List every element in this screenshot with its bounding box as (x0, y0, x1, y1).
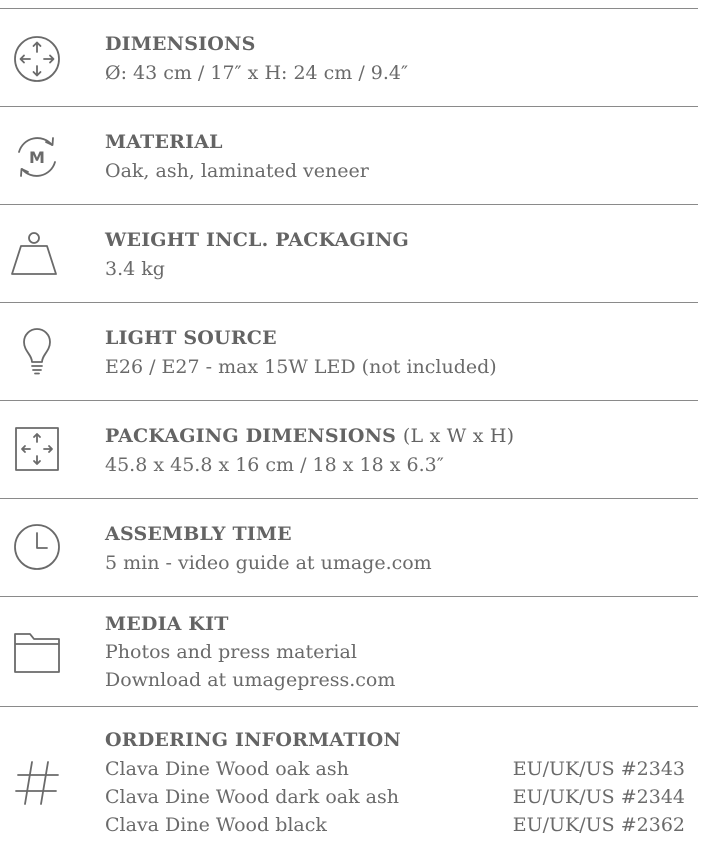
order-item-code: EU/UK/US #2362 (512, 814, 685, 836)
material-recycle-icon (10, 130, 64, 184)
order-item-name: Clava Dine Wood oak ash (105, 758, 349, 780)
hash-icon (10, 756, 64, 810)
divider (0, 596, 698, 597)
order-item-name: Clava Dine Wood dark oak ash (105, 786, 399, 808)
divider (0, 498, 698, 499)
order-item-code: EU/UK/US #2343 (512, 758, 685, 780)
section-value: 3.4 kg (105, 258, 165, 280)
divider (0, 400, 698, 401)
section-value: E26 / E27 - max 15W LED (not included) (105, 356, 497, 378)
section-title: MEDIA KIT (105, 613, 229, 635)
divider (0, 302, 698, 303)
section-value: 5 min - video guide at umage.com (105, 552, 432, 574)
section-title: MATERIAL (105, 131, 223, 153)
clock-icon (10, 520, 64, 574)
order-item-name: Clava Dine Wood black (105, 814, 327, 836)
divider (0, 106, 698, 107)
weight-icon (10, 226, 64, 280)
section-title-main: PACKAGING DIMENSIONS (105, 425, 397, 447)
order-item-code: EU/UK/US #2344 (512, 786, 685, 808)
lightbulb-icon (10, 324, 64, 378)
section-value: 45.8 x 45.8 x 16 cm / 18 x 18 x 6.3″ (105, 454, 444, 476)
section-value: Photos and press material (105, 641, 357, 663)
section-title: WEIGHT INCL. PACKAGING (105, 229, 409, 251)
section-title: LIGHT SOURCE (105, 327, 277, 349)
section-title-suffix: (L x W x H) (402, 425, 515, 447)
section-title: ORDERING INFORMATION (105, 729, 401, 751)
section-title: DIMENSIONS (105, 33, 256, 55)
section-value: Oak, ash, laminated veneer (105, 160, 369, 182)
section-value: Download at umagepress.com (105, 669, 396, 691)
divider (0, 706, 698, 707)
folder-icon (10, 626, 64, 680)
divider (0, 204, 698, 205)
package-expand-icon (10, 422, 64, 476)
section-title: ASSEMBLY TIME (105, 523, 292, 545)
section-title (105, 425, 514, 447)
svg-text:M: M (29, 148, 45, 167)
section-value: Ø: 43 cm / 17″ x H: 24 cm / 9.4″ (105, 62, 409, 84)
move-arrows-icon (10, 32, 64, 86)
divider (0, 8, 698, 9)
